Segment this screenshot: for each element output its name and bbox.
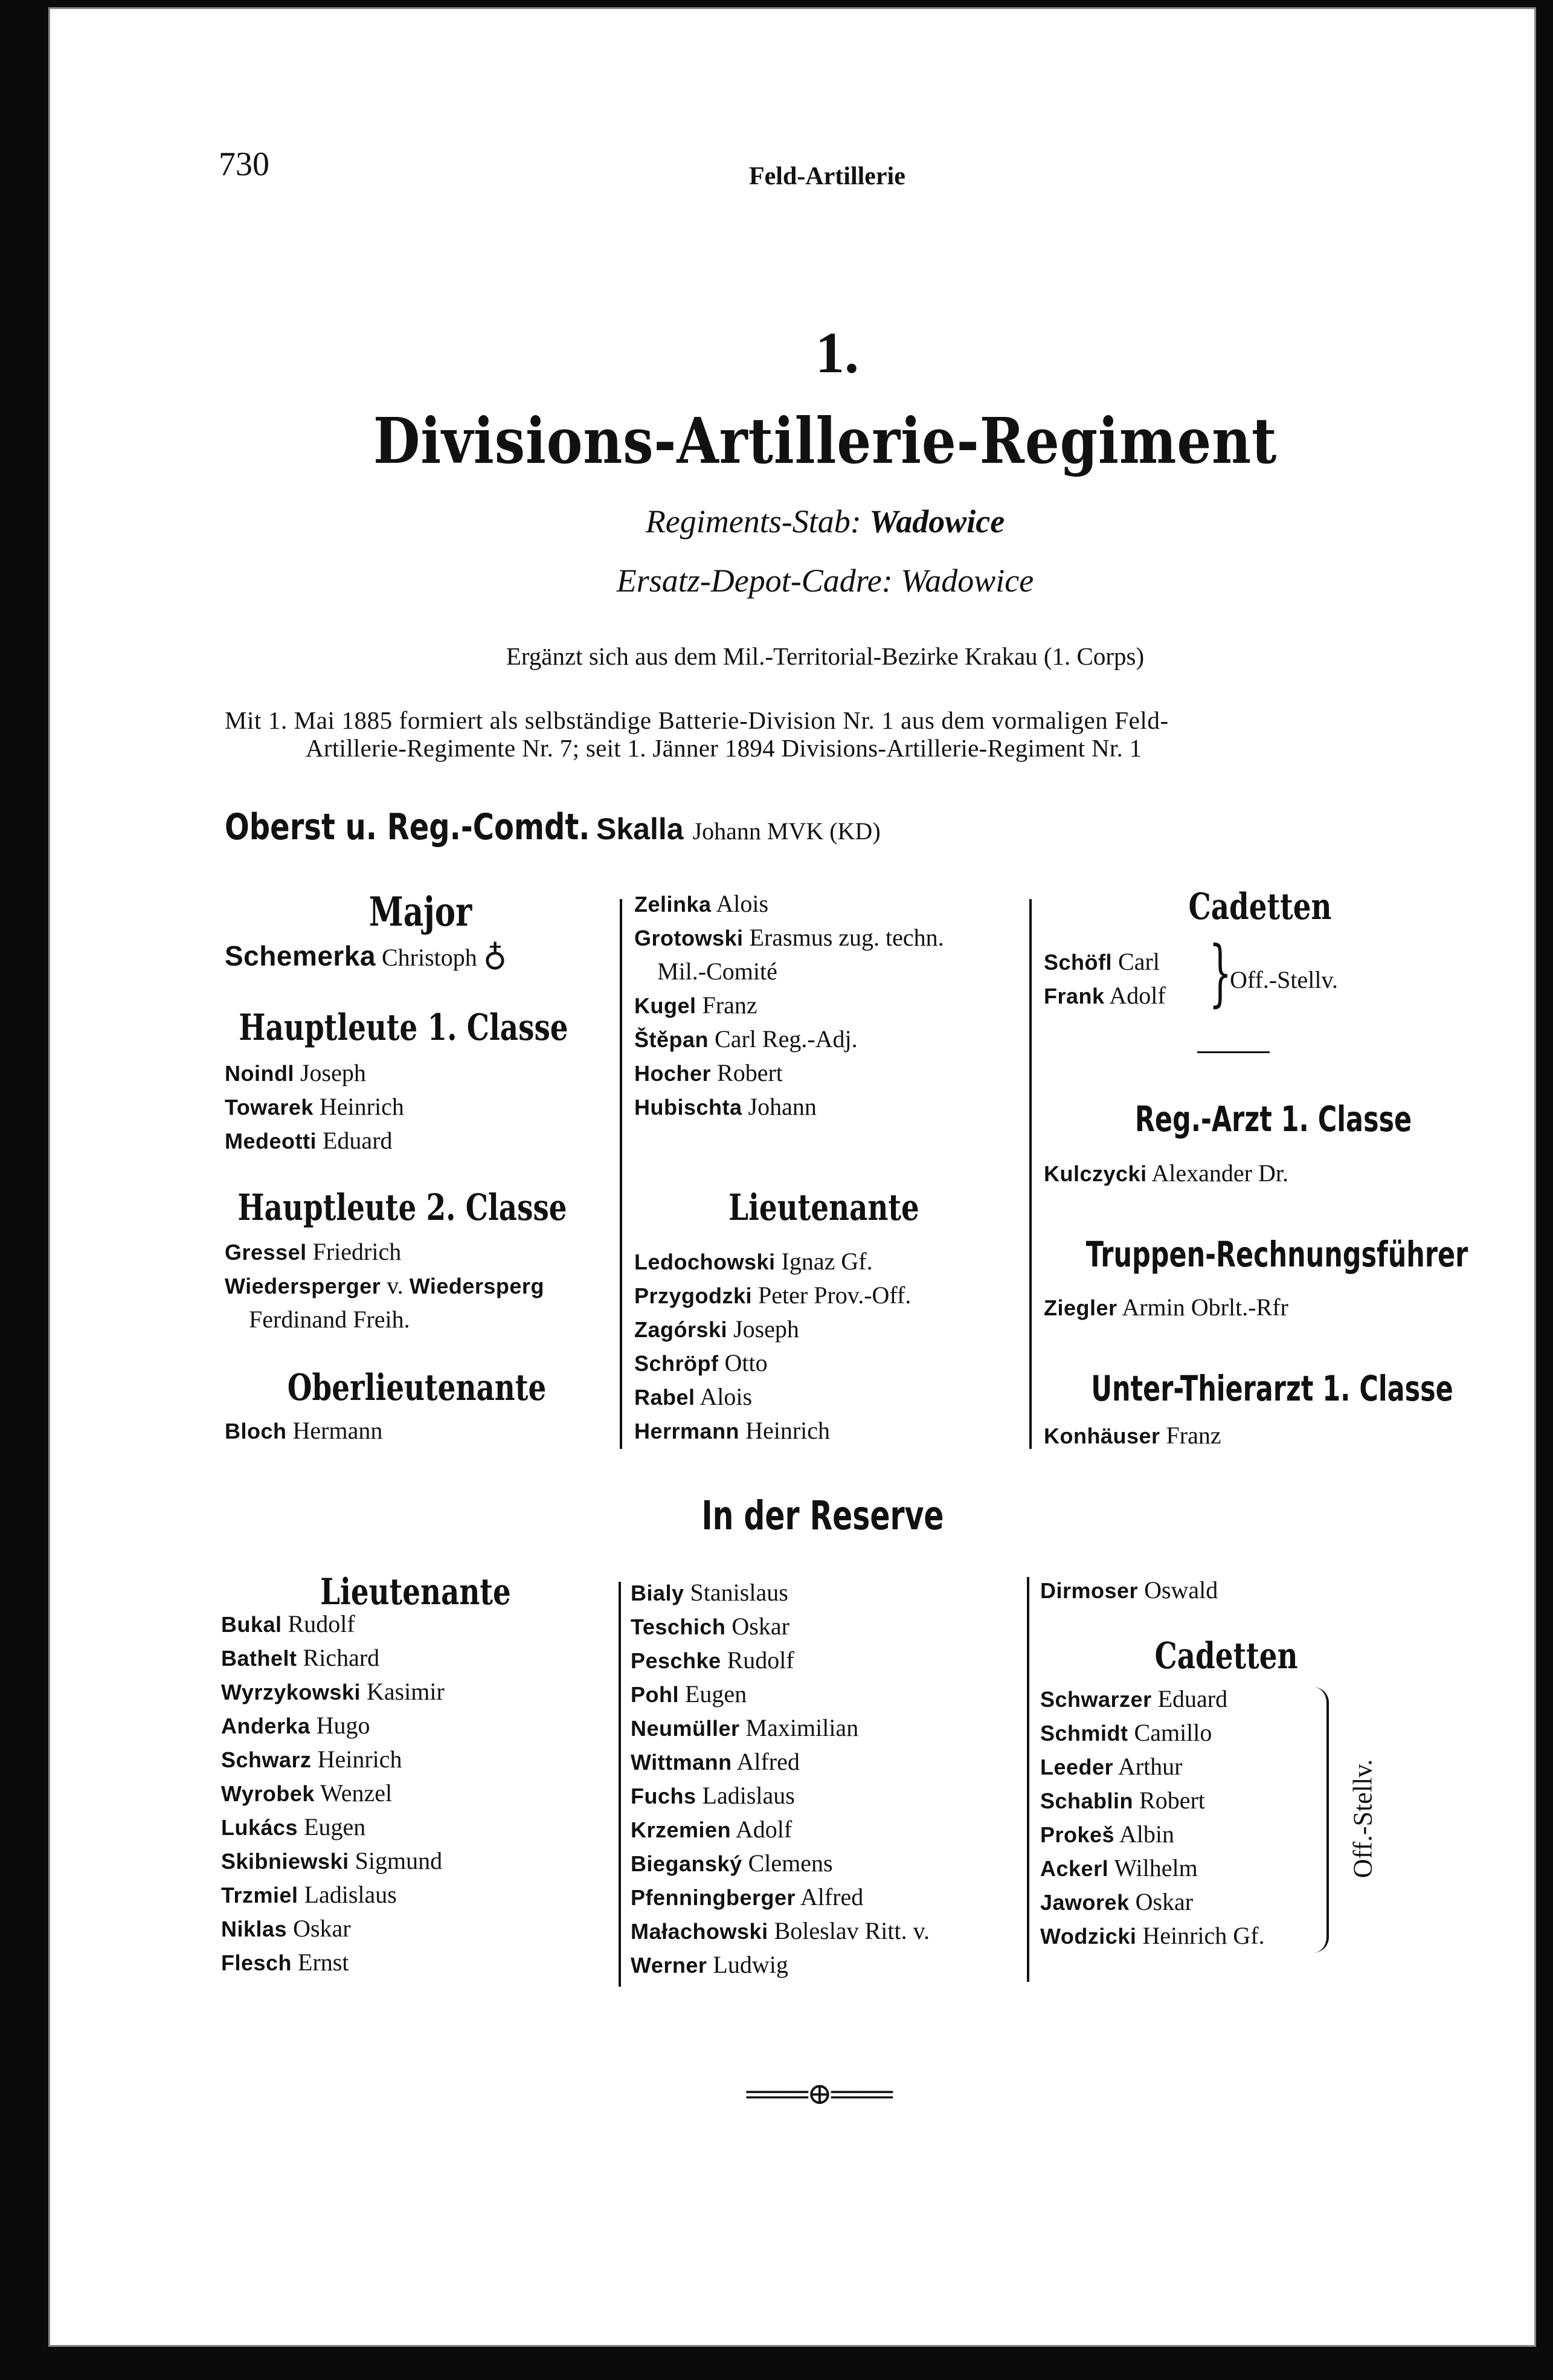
list-item [631, 1883, 863, 1912]
running-title: Feld-Artillerie [749, 163, 905, 190]
given-name: Rudolf [727, 1646, 794, 1674]
list-item [634, 1382, 752, 1412]
surname: Peschke [631, 1648, 721, 1673]
surname: Ziegler [1044, 1295, 1117, 1320]
surname: Medeotti [225, 1129, 317, 1153]
recruitment-line: Ergänzt sich aus dem Mil.-Territorial-Bezirke Krakau (1. Corps) [506, 642, 1145, 670]
given-name: Alois [699, 1383, 753, 1410]
given-name: Arthur [1117, 1753, 1183, 1780]
staff-location: Wadowice [869, 503, 1005, 540]
list-item [221, 1610, 355, 1639]
list-item [634, 991, 757, 1021]
list-item [1040, 1752, 1183, 1782]
given-name: Clemens [748, 1849, 833, 1877]
rf-heading: Truppen-Rechnungsführer [1085, 1234, 1468, 1275]
surname: Werner [631, 1953, 707, 1978]
surname: Wittmann [631, 1750, 732, 1775]
list-item [1044, 947, 1160, 977]
depot-line [617, 562, 1034, 599]
given-name: Mil.-Comité [657, 958, 777, 985]
list-item [634, 1092, 817, 1122]
surname: Ledochowski [634, 1250, 776, 1274]
regiment-number: 1. [815, 320, 859, 385]
given-name: Eduard [1157, 1685, 1228, 1712]
surname: Schwarzer [1040, 1687, 1152, 1712]
page-number: 730 [219, 146, 269, 183]
given-name: Alexander Dr. [1151, 1159, 1288, 1187]
list-item [225, 1416, 382, 1446]
list-item [221, 1643, 379, 1673]
given-name: Hermann [292, 1417, 383, 1444]
ornament-icon: ═══⊕═══ [746, 2077, 892, 2111]
surname: Przygodzki [634, 1283, 753, 1308]
given-name: Friedrich [312, 1238, 402, 1265]
list-item [221, 1914, 351, 1944]
given-name: Oswald [1144, 1576, 1218, 1604]
list-item [631, 1849, 833, 1879]
reserve-heading: In der Reserve [701, 1492, 944, 1539]
given-name: Armin Obrlt.-Rfr [1122, 1294, 1288, 1321]
surname: Schemerka [225, 940, 376, 972]
page-edge [48, 7, 1536, 2347]
history-line-2: Artillerie-Regimente Nr. 7; seit 1. Jänner 1894 Divisions-Artillerie-Regiment Nr. 1 [306, 734, 1142, 762]
given-name: Otto [724, 1349, 768, 1376]
surname: Schöfl [1044, 950, 1113, 975]
given-name: Oskar [293, 1915, 351, 1942]
surname: Zelinka [634, 892, 712, 917]
surname: Schmidt [1040, 1721, 1128, 1746]
list-item [1044, 1159, 1288, 1188]
surname: Hubischta [634, 1095, 742, 1120]
list-item [1040, 1854, 1198, 1883]
surname: Fuchs [631, 1784, 696, 1808]
surname: Towarek [225, 1095, 313, 1120]
surname: Schablin [1040, 1788, 1134, 1813]
given-name: Carl Reg.-Adj. [715, 1025, 858, 1053]
given-name: Robert [717, 1059, 783, 1086]
given-name: Eugen [685, 1680, 747, 1708]
honor-mark: ♁ [483, 937, 507, 973]
surname: Pfenningberger [631, 1885, 796, 1910]
surname: Bathelt [221, 1646, 297, 1671]
list-item [631, 1646, 794, 1675]
surname: Zagórski [634, 1317, 728, 1342]
surname: Kulczycki [1044, 1161, 1147, 1186]
given-name: Alfred [800, 1883, 864, 1911]
list-item [221, 1846, 442, 1876]
surname: Niklas [221, 1917, 288, 1941]
given-name: Albin [1119, 1820, 1174, 1848]
major-row [225, 937, 507, 973]
given-name: Johann [748, 1093, 817, 1120]
given-name: Joseph [733, 1315, 799, 1343]
list-item [1040, 1921, 1265, 1951]
surname: Neumüller [631, 1716, 740, 1741]
list-item [631, 1747, 800, 1777]
given-name: Sigmund [355, 1847, 443, 1874]
surname: Krzemien [631, 1817, 731, 1842]
list-item [225, 1126, 393, 1156]
given-name: Rudolf [288, 1610, 355, 1637]
surname: Wiedersperger [225, 1274, 381, 1298]
surname: Ackerl [1040, 1856, 1109, 1881]
given-name: v. [387, 1272, 404, 1299]
surname: Wyrobek [221, 1781, 315, 1806]
surname: Wiedersperg [409, 1274, 544, 1298]
lt-heading: Lieutenante [728, 1187, 919, 1229]
given-name: Peter Prov.-Off. [758, 1282, 912, 1309]
given-name: Wilhelm [1114, 1854, 1198, 1882]
list-item [631, 1815, 792, 1845]
list-item [631, 1714, 858, 1743]
given-name: Franz [702, 992, 757, 1019]
list-item [225, 1237, 401, 1267]
commander-rank: Oberst u. Reg.-Comdt. [225, 806, 590, 848]
given-name: Alois [716, 890, 769, 917]
given-name: Heinrich [319, 1093, 404, 1120]
surname: Prokeš [1040, 1822, 1115, 1847]
major-heading: Major [368, 888, 472, 935]
given-name: Richard [303, 1644, 380, 1671]
given-name: Stanislaus [690, 1579, 788, 1606]
list-item [631, 1950, 788, 1980]
list-item [221, 1711, 370, 1741]
list-item [657, 957, 777, 986]
given-name: Heinrich Gf. [1142, 1922, 1265, 1949]
list-item [1044, 981, 1166, 1011]
oberlt-heading: Oberlieutenante [287, 1367, 547, 1409]
list-item [1044, 1421, 1221, 1451]
list-item [631, 1781, 795, 1811]
list-item [634, 1059, 783, 1088]
list-item [634, 1281, 911, 1311]
given-name: Franz [1166, 1422, 1221, 1449]
list-item [1040, 1786, 1205, 1816]
hauptleute2-heading: Hauptleute 2. Classe [237, 1187, 567, 1229]
list-item [634, 1247, 873, 1277]
commander-given: Johann MVK (KD) [692, 818, 881, 845]
list-item [221, 1880, 397, 1910]
list-item [1040, 1718, 1212, 1748]
surname: Kugel [634, 993, 696, 1018]
commander-surname: Skalla [596, 812, 684, 846]
list-item [631, 1612, 789, 1642]
reserve-lt-heading: Lieutenante [320, 1571, 511, 1613]
divider-3 [619, 1582, 621, 1987]
given-name: Alfred [736, 1748, 800, 1775]
list-item [221, 1779, 392, 1808]
brace-icon [1310, 1687, 1329, 1953]
surname: Teschich [631, 1614, 726, 1639]
list-item [634, 1315, 799, 1344]
surname: Lukács [221, 1815, 298, 1840]
surname: Flesch [221, 1950, 292, 1975]
surname: Jaworek [1040, 1890, 1130, 1915]
list-item [221, 1813, 365, 1842]
given-name: Ladislaus [702, 1782, 795, 1809]
list-item [634, 1349, 768, 1378]
surname: Rabel [634, 1385, 695, 1410]
brace-icon: } [1209, 931, 1232, 1015]
depot-label: Ersatz-Depot-Cadre: [616, 563, 893, 599]
given-name: Robert [1139, 1787, 1205, 1814]
hauptleute1-heading: Hauptleute 1. Classe [239, 1007, 568, 1049]
arzt-heading: Reg.-Arzt 1. Classe [1134, 1098, 1412, 1140]
list-item [249, 1305, 410, 1334]
divider-1 [620, 899, 622, 1449]
surname: Wodzicki [1040, 1924, 1137, 1949]
given-name: Hugo [316, 1712, 370, 1739]
staff-line [646, 503, 1005, 540]
cadetten-note: Off.-Stellv. [1230, 966, 1338, 993]
given-name: Adolf [1109, 982, 1166, 1009]
surname: Bukal [221, 1612, 282, 1637]
given-name: Ladislaus [304, 1881, 397, 1908]
list-item [1040, 1576, 1218, 1605]
list-item [1044, 1293, 1288, 1323]
reserve-cadetten-note: Off.-Stellv. [1348, 1759, 1378, 1879]
given-name: Ferdinand Freih. [249, 1306, 410, 1333]
list-item [221, 1948, 349, 1978]
surname: Anderka [221, 1714, 310, 1738]
given-name: Carl [1118, 948, 1160, 975]
given-name: Oskar [1135, 1888, 1194, 1915]
surname: Konhäuser [1044, 1424, 1160, 1448]
list-item [1040, 1685, 1227, 1714]
surname: Leeder [1040, 1755, 1114, 1779]
list-item [1040, 1888, 1193, 1917]
surname: Gressel [225, 1240, 307, 1265]
cadetten-heading: Cadetten [1188, 886, 1332, 928]
regiment-title: Divisions-Artillerie-Regiment [373, 404, 1278, 478]
divider-4 [1027, 1577, 1029, 1982]
list-item [631, 1680, 747, 1709]
given-name: Heinrich [745, 1417, 831, 1444]
surname: Noindl [225, 1061, 294, 1086]
surname: Skibniewski [221, 1849, 349, 1874]
given-name: Boleslav Ritt. v. [774, 1917, 930, 1944]
surname: Štěpan [634, 1027, 709, 1052]
list-item [634, 1416, 830, 1446]
surname: Frank [1044, 984, 1105, 1008]
surname: Schröpf [634, 1351, 719, 1376]
given-name: Erasmus zug. techn. [749, 924, 944, 951]
surname: Herrmann [634, 1419, 740, 1443]
surname: Wyrzykowski [221, 1680, 361, 1704]
list-item [631, 1578, 788, 1608]
list-item [634, 1025, 858, 1054]
surname: Bieganský [631, 1851, 742, 1876]
surname: Dirmoser [1040, 1578, 1139, 1603]
given-name: Ignaz Gf. [781, 1248, 873, 1275]
given-name: Joseph [300, 1059, 366, 1086]
given-name: Camillo [1134, 1719, 1212, 1746]
list-item [1040, 1820, 1174, 1849]
given-name: Ludwig [713, 1951, 788, 1978]
given-name: Oskar [731, 1613, 789, 1640]
history-line-1: Mit 1. Mai 1885 formiert als selbständige Batterie-Division Nr. 1 aus dem vormaligen Feld- [225, 706, 1169, 734]
short-rule [1197, 1051, 1270, 1053]
given-name: Wenzel [320, 1779, 393, 1807]
divider-2 [1029, 899, 1032, 1449]
surname: Bialy [631, 1581, 684, 1605]
list-item [634, 889, 768, 919]
given-name: Ernst [298, 1949, 349, 1976]
commander-line [225, 806, 881, 848]
given-name: Maximilian [745, 1714, 859, 1741]
surname: Schwarz [221, 1747, 312, 1772]
list-item [221, 1677, 445, 1707]
surname: Małachowski [631, 1919, 768, 1944]
given-name: Eduard [323, 1127, 393, 1154]
surname: Pohl [631, 1682, 679, 1707]
surname: Hocher [634, 1061, 712, 1086]
surname: Grotowski [634, 926, 744, 950]
list-item [225, 1059, 366, 1088]
list-item [225, 1271, 544, 1301]
staff-label: Regiments-Stab: [645, 503, 861, 540]
list-item [631, 1917, 930, 1946]
vet-heading: Unter-Thierarzt 1. Classe [1091, 1368, 1453, 1409]
list-item [634, 923, 944, 953]
surname: Bloch [225, 1419, 287, 1443]
surname: Trzmiel [221, 1883, 298, 1908]
given-name: Christoph [382, 944, 477, 971]
given-name: Kasimir [366, 1678, 445, 1705]
depot-location: Wadowice [901, 563, 1034, 599]
given-name: Eugen [304, 1813, 366, 1840]
given-name: Adolf [735, 1816, 793, 1843]
list-item [221, 1745, 402, 1775]
given-name: Heinrich [317, 1746, 402, 1773]
reserve-cadetten-heading: Cadetten [1154, 1635, 1298, 1677]
list-item [225, 1092, 404, 1122]
